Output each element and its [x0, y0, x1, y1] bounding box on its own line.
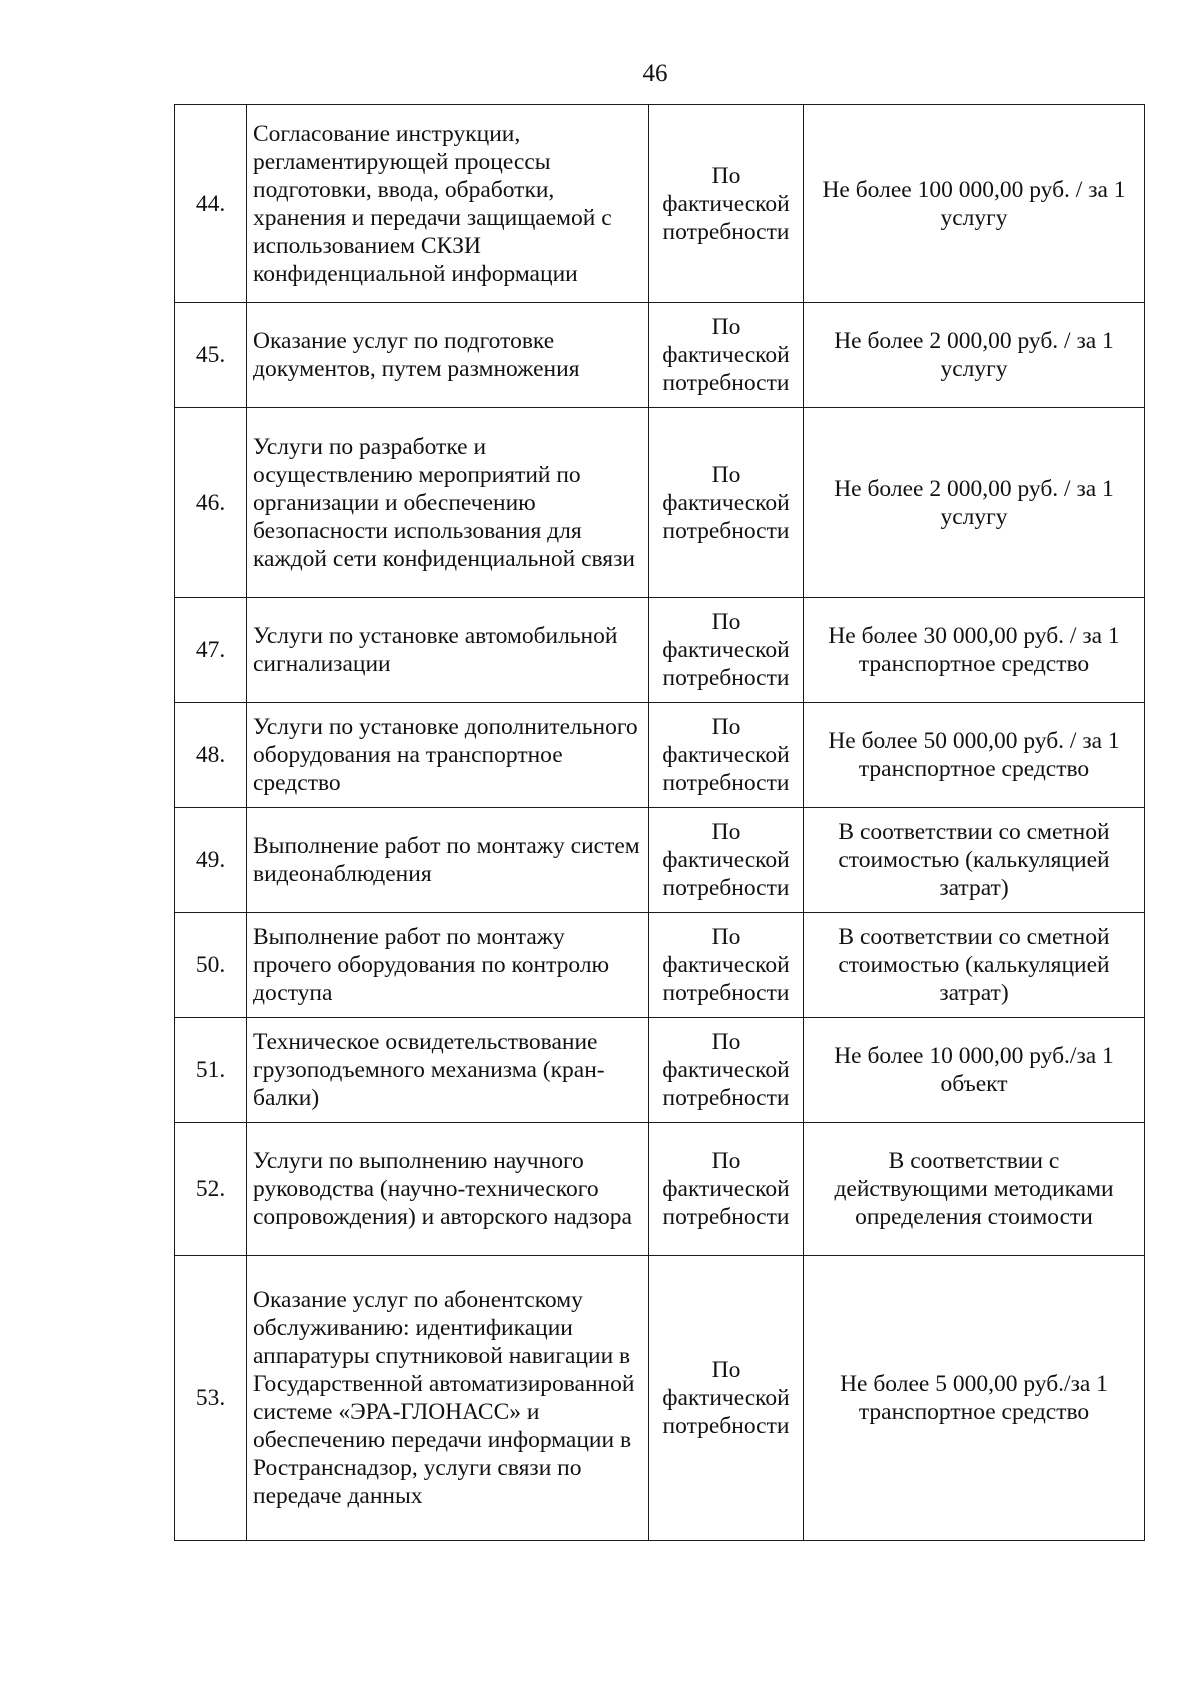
row-number: 45.	[175, 303, 247, 408]
service-price: Не более 10 000,00 руб./за 1 объект	[804, 1018, 1145, 1123]
service-price: Не более 2 000,00 руб. / за 1 услугу	[804, 303, 1145, 408]
service-quantity: По фактической потребности	[649, 703, 804, 808]
service-quantity: По фактической потребности	[649, 1018, 804, 1123]
service-quantity: По фактической потребности	[649, 303, 804, 408]
service-quantity: По фактической потребности	[649, 913, 804, 1018]
row-number: 50.	[175, 913, 247, 1018]
services-table	[174, 104, 1145, 1541]
service-name: Техническое освидетельствование грузоподъемного механизма (кран-балки)	[247, 1018, 649, 1123]
service-name: Услуги по выполнению научного руководства (научно-технического сопровождения) и авторского надзора	[247, 1123, 649, 1256]
service-quantity: По фактической потребности	[649, 1123, 804, 1256]
table-row	[175, 408, 1145, 598]
service-quantity: По фактической потребности	[649, 408, 804, 598]
service-price: Не более 5 000,00 руб./за 1 транспортное средство	[804, 1256, 1145, 1541]
service-quantity: По фактической потребности	[649, 1256, 804, 1541]
service-name: Оказание услуг по подготовке документов, путем размножения	[247, 303, 649, 408]
service-price: Не более 100 000,00 руб. / за 1 услугу	[804, 105, 1145, 303]
service-name: Услуги по установке автомобильной сигнализации	[247, 598, 649, 703]
service-price: В соответствии со сметной стоимостью (калькуляцией затрат)	[804, 913, 1145, 1018]
table-row	[175, 303, 1145, 408]
service-name: Оказание услуг по абонентскому обслуживанию: идентификации аппаратуры спутниковой навигации в Государственной автоматизированной системе «ЭРА-ГЛОНАСС» и обеспечению передачи информации в Ространснадзор, услуги связи по передаче данных	[247, 1256, 649, 1541]
row-number: 52.	[175, 1123, 247, 1256]
row-number: 48.	[175, 703, 247, 808]
row-number: 46.	[175, 408, 247, 598]
table-row	[175, 598, 1145, 703]
row-number: 53.	[175, 1256, 247, 1541]
service-quantity: По фактической потребности	[649, 808, 804, 913]
table-row	[175, 1256, 1145, 1541]
service-price: Не более 2 000,00 руб. / за 1 услугу	[804, 408, 1145, 598]
table-row	[175, 808, 1145, 913]
row-number: 47.	[175, 598, 247, 703]
row-number: 49.	[175, 808, 247, 913]
row-number: 44.	[175, 105, 247, 303]
service-price: Не более 30 000,00 руб. / за 1 транспортное средство	[804, 598, 1145, 703]
table-row	[175, 1018, 1145, 1123]
table-row	[175, 703, 1145, 808]
service-name: Выполнение работ по монтажу прочего оборудования по контролю доступа	[247, 913, 649, 1018]
service-name: Услуги по разработке и осуществлению мероприятий по организации и обеспечению безопасности использования для каждой сети конфиденциальной связи	[247, 408, 649, 598]
table-row	[175, 1123, 1145, 1256]
page-number: 46	[642, 60, 668, 87]
service-price: В соответствии со сметной стоимостью (калькуляцией затрат)	[804, 808, 1145, 913]
row-number: 51.	[175, 1018, 247, 1123]
service-quantity: По фактической потребности	[649, 105, 804, 303]
table-row	[175, 105, 1145, 303]
service-name: Выполнение работ по монтажу систем видеонаблюдения	[247, 808, 649, 913]
service-quantity: По фактической потребности	[649, 598, 804, 703]
service-price: Не более 50 000,00 руб. / за 1 транспортное средство	[804, 703, 1145, 808]
table-row	[175, 913, 1145, 1018]
service-name: Согласование инструкции, регламентирующей процессы подготовки, ввода, обработки, хранения и передачи защищаемой с использованием СКЗИ конфиденциальной информации	[247, 105, 649, 303]
service-price: В соответствии с действующими методиками определения стоимости	[804, 1123, 1145, 1256]
service-name: Услуги по установке дополнительного оборудования на транспортное средство	[247, 703, 649, 808]
